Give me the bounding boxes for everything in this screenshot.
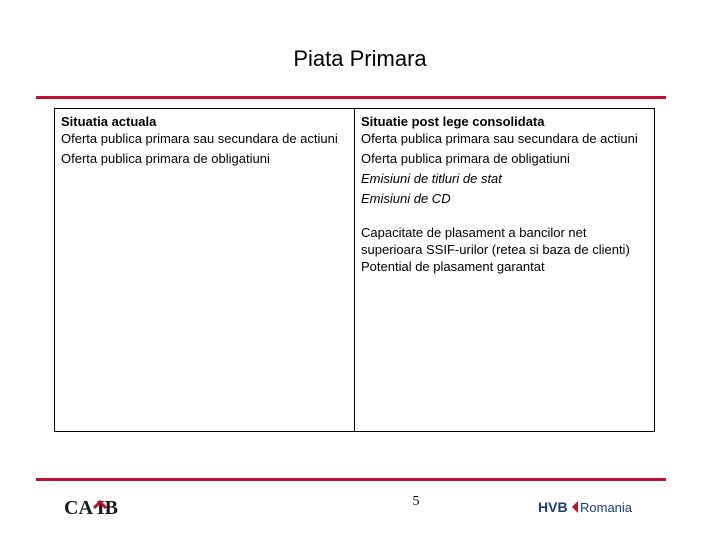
hvb-romania-logo [538,496,638,518]
hvb-logo-text: HVB [538,499,568,515]
post-law-heading: Situatie post lege consolidata [361,114,545,129]
post-law-item-bonds: Oferta publica primara de obligatiuni [361,151,570,166]
post-law-item-shares: Oferta publica primara sau secundara de actiuni [361,131,638,146]
slide-title: Piata Primara [293,46,427,71]
top-rule [36,96,666,99]
post-law-item-capacity: Capacitate de plasament a bancilor net superioara SSIF-urilor (retea si baza de clienti) [361,225,630,257]
comparison-table [54,108,655,432]
romania-logo-text: Romania [580,500,633,515]
current-situation-column [55,109,355,431]
current-item-shares: Oferta publica primara sau secundara de actiuni [61,131,338,146]
current-item-bonds: Oferta publica primara de obligatiuni [61,151,270,166]
ca-ib-logo [64,494,134,520]
page-number: 5 [412,494,420,509]
post-law-item-gov-securities: Emisiuni de titluri de stat [361,171,502,186]
post-law-item-cd: Emisiuni de CD [361,191,451,206]
post-law-column [355,109,654,431]
current-situation-heading: Situatia actuala [61,114,157,129]
ca-ib-logo-text: CA IB [64,497,118,519]
bottom-rule [36,478,666,481]
post-law-item-guaranteed: Potential de plasament garantat [361,259,545,274]
